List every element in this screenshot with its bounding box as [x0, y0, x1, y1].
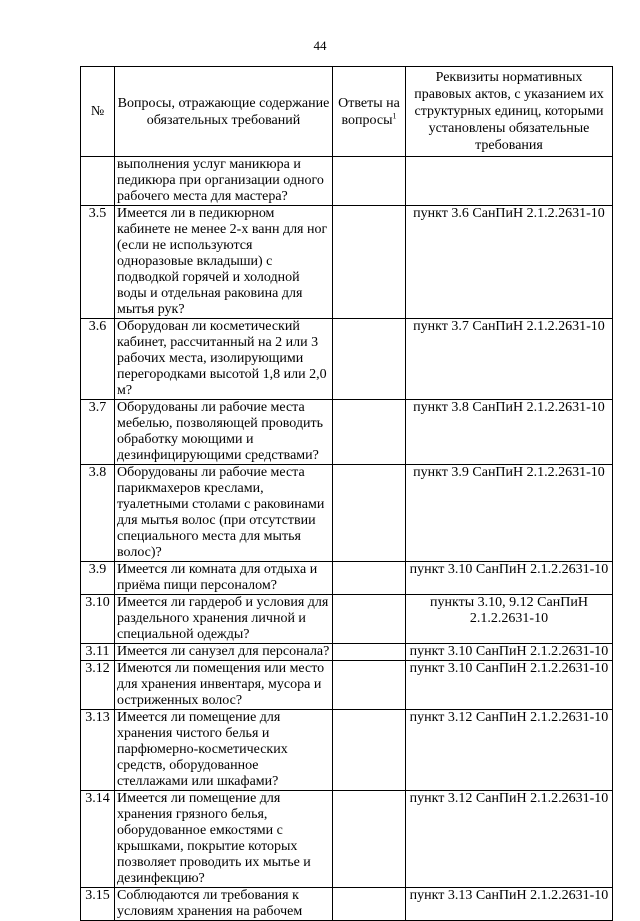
question-cell: Имеется ли гардероб и условия для раздельного хранения личной и специальной одежды?: [115, 595, 333, 644]
answer-cell: [333, 791, 406, 888]
header-questions: Вопросы, отражающие содержание обязательных требований: [115, 67, 333, 157]
reference-cell: пункт 3.10 СанПиН 2.1.2.2631-10: [406, 644, 613, 661]
table-row: [81, 710, 613, 791]
reference-cell: пункт 3.9 СанПиН 2.1.2.2631-10: [406, 465, 613, 562]
answer-cell: [333, 157, 406, 206]
row-number: 3.15: [81, 888, 115, 921]
answer-cell: [333, 888, 406, 921]
table-row: [81, 157, 613, 206]
table-row: [81, 206, 613, 319]
page-number: 44: [313, 38, 327, 53]
answer-cell: [333, 400, 406, 465]
question-cell: Оборудованы ли рабочие места парикмахеров креслами, туалетными столами с раковинами для мытья волос (при отсутствии специального места для мытья волос)?: [115, 465, 333, 562]
reference-cell: пункты 3.10, 9.12 СанПиН 2.1.2.2631-10: [406, 595, 613, 644]
header-answers-text: Ответы на вопросы: [338, 95, 400, 128]
row-number: 3.6: [81, 319, 115, 400]
question-cell: Имеются ли помещения или место для хранения инвентаря, мусора и остриженных волос?: [115, 661, 333, 710]
question-cell: Имеется ли в педикюрном кабинете не менее 2-х ванн для ног (если не используются одноразовые вкладыши) с подводкой горячей и холодной воды и отдельная раковина для мытья рук?: [115, 206, 333, 319]
answer-cell: [333, 595, 406, 644]
reference-cell: пункт 3.10 СанПиН 2.1.2.2631-10: [406, 661, 613, 710]
table-row: [81, 319, 613, 400]
question-cell: Оборудован ли косметический кабинет, рассчитанный на 2 или 3 рабочих места, изолирующими перегородками высотой 1,8 или 2,0 м?: [115, 319, 333, 400]
row-number: 3.9: [81, 562, 115, 595]
row-number: 3.8: [81, 465, 115, 562]
reference-cell: пункт 3.7 СанПиН 2.1.2.2631-10: [406, 319, 613, 400]
row-number: 3.13: [81, 710, 115, 791]
question-cell: Соблюдаются ли требования к условиям хранения на рабочем: [115, 888, 333, 921]
question-cell: Имеется ли помещение для хранения чистого белья и парфюмерно-косметических средств, оборудованное стеллажами или шкафами?: [115, 710, 333, 791]
requirements-table: [80, 66, 613, 921]
reference-cell: пункт 3.10 СанПиН 2.1.2.2631-10: [406, 562, 613, 595]
table-row: [81, 644, 613, 661]
row-number: 3.10: [81, 595, 115, 644]
table-row: [81, 465, 613, 562]
table-row: [81, 595, 613, 644]
table-row: [81, 791, 613, 888]
table-row: [81, 888, 613, 921]
question-cell: Имеется ли санузел для персонала?: [115, 644, 333, 661]
header-num: №: [81, 67, 115, 157]
table-header-row: [81, 67, 613, 157]
answer-cell: [333, 319, 406, 400]
reference-cell: пункт 3.12 СанПиН 2.1.2.2631-10: [406, 710, 613, 791]
reference-cell: пункт 3.12 СанПиН 2.1.2.2631-10: [406, 791, 613, 888]
answer-cell: [333, 661, 406, 710]
question-cell: Имеется ли комната для отдыха и приёма пищи персоналом?: [115, 562, 333, 595]
row-number: 3.7: [81, 400, 115, 465]
answer-cell: [333, 465, 406, 562]
table-row: [81, 661, 613, 710]
table-row: [81, 400, 613, 465]
question-cell: выполнения услуг маникюра и педикюра при организации одного рабочего места для мастера?: [115, 157, 333, 206]
row-number: 3.12: [81, 661, 115, 710]
header-requisites: Реквизиты нормативных правовых актов, с указанием их структурных единиц, которыми установлены обязательные требования: [406, 67, 613, 157]
reference-cell: [406, 157, 613, 206]
answer-cell: [333, 562, 406, 595]
row-number: [81, 157, 115, 206]
row-number: 3.5: [81, 206, 115, 319]
header-answers: [333, 67, 406, 157]
row-number: 3.14: [81, 791, 115, 888]
question-cell: Имеется ли помещение для хранения грязного белья, оборудованное емкостями с крышками, покрытие которых позволяет проводить их мытье и дезинфекцию?: [115, 791, 333, 888]
reference-cell: пункт 3.6 СанПиН 2.1.2.2631-10: [406, 206, 613, 319]
table-row: [81, 562, 613, 595]
row-number: 3.11: [81, 644, 115, 661]
answer-cell: [333, 710, 406, 791]
answer-cell: [333, 206, 406, 319]
reference-cell: пункт 3.8 СанПиН 2.1.2.2631-10: [406, 400, 613, 465]
reference-cell: пункт 3.13 СанПиН 2.1.2.2631-10: [406, 888, 613, 921]
answer-cell: [333, 644, 406, 661]
question-cell: Оборудованы ли рабочие места мебелью, позволяющей проводить обработку моющими и дезинфицирующими средствами?: [115, 400, 333, 465]
footnote-marker: 1: [392, 110, 397, 120]
